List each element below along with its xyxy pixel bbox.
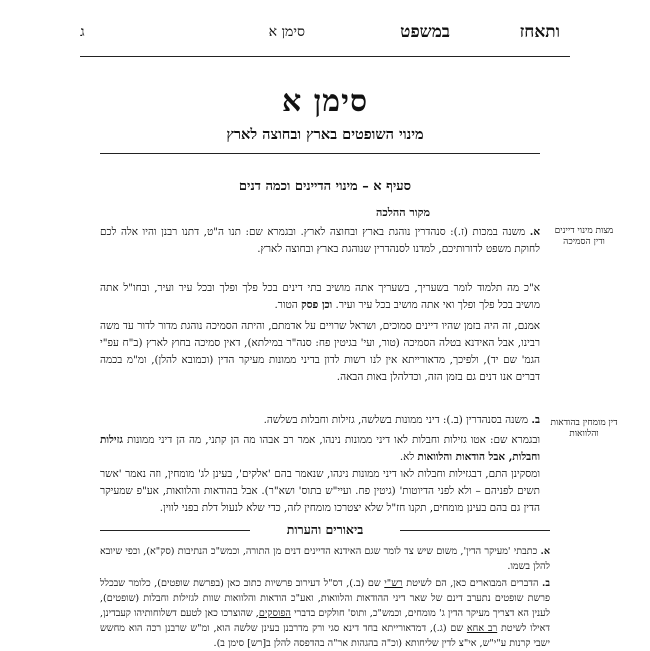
paragraph-5 (100, 432, 540, 466)
side-note-mumchin: דין מומחין בהודאות והלוואות (550, 418, 618, 439)
note-aleph (100, 544, 550, 574)
bold-text: גזילות וחבלות, אבל הודאות והלוואות (100, 434, 540, 463)
title-divider (100, 153, 540, 154)
paragraph-text: אמנם, זה היה בזמן שהיו דיינים סמוכים, ושראל שרויים על אדמתם, והיתה הסמיכה נוהגת מדור לדור עד משה רבינו, אבל האידנא בטלה הסמיכה (טור, ועי' בגיטין פח: סנה"ר במילתא), דאין סמיכה בחוץ לארץ (ב"ח עפ"י הגמ' שם יד), ולפיכך, מדאורייתא אין לנו רשות לדון בדיני ממונות מעיקר הדין (וכמובא להלן), ומ"מ בכמה דברים אנו דנים גם בזמן הזה, וכדלהלן באות הבאה. (100, 320, 540, 383)
siman-title: סימן א (281, 84, 369, 119)
note-text: הדברים המבוארים כאן, הם לשיטת (406, 578, 539, 589)
note-text: , שהוצרכו כאן לטעם דשלוחותיהו קעבדינן, דאילו לשיטת (100, 608, 550, 634)
seif-title: סעיף א – מינוי הדיינים וכמה דנים (238, 179, 412, 194)
note-bet (100, 576, 550, 651)
header-siman-label: סימן א (268, 24, 305, 40)
note-letter: א. (540, 546, 550, 557)
book-title: ותאחז (519, 22, 560, 42)
section-title: במשפט (400, 22, 450, 42)
running-header (80, 22, 560, 46)
source-heading: מקור ההלכה (376, 206, 430, 219)
underlined-text: רש"י (384, 578, 403, 589)
paragraph-text: משנה במכות (ז.): סנהדרין נוהגת בארץ ובחוצה לארץ. ובגמרא שם: תנו ה"ט, דתנו רבנן והיו אלה לכם לחוקת משפט לדורותיכם, למדנו לסנהדרין שנוהגת בארץ ובחוצה לארץ. (100, 226, 540, 255)
paragraph-text: ובגמרא שם: אטו גזילות וחבלות לאו דיני ממונות נינהו, אמר רב אבהו מה הן קתני, מה הן דיני ממונות (127, 434, 540, 446)
paragraph-3 (100, 318, 540, 386)
underlined-text: רב אחא (466, 623, 498, 634)
paragraph-letter: ב. (531, 414, 540, 426)
biurim-heading: ביאורים והערות (286, 522, 364, 537)
paragraph-6 (100, 466, 540, 517)
underlined-text: הפוסקים (258, 608, 291, 619)
paragraph-text: א"כ מה תלמוד לומר בשעריך, בשעריך אתה מושיב בתי דינים בכל פלך ופלך ובכל עיר ועיר, ובחו"ל אתה מושיב בכל פלך ופלך ואי אתה מושיב בכל עיר ועיר. (100, 282, 540, 311)
siman-subtitle: מינוי השופטים בארץ ובחוצה לארץ (226, 126, 424, 143)
paragraph-bet (100, 412, 540, 429)
note-letter: ב. (542, 578, 551, 589)
paragraph-aleph (100, 224, 540, 258)
side-note-minui: מצות מינוי דיינים ודין הסמיכה (554, 226, 614, 247)
bold-text: וכן פסק (301, 299, 333, 311)
paragraph-2 (100, 280, 540, 314)
paragraph-text: משנה בסנהדרין (ב.): דיני ממונות בשלשה, גזילות וחבלות בשלשה. (263, 414, 529, 426)
paragraph-text: הטור. (274, 299, 298, 311)
note-text: שם (ג.), דמדאורייתא בחד דינא סגי ורק מדרבנן בעינן שלשה הוא, ומ"ש שרבנן רכה הוא מחשש ישבי קרנות ע"י"ש, אי"צ לדין שליחותא (וכ"ה בהגהות אר"ה בהדפסה להלן ב[רש] סימן ב). (100, 623, 550, 649)
paragraph-letter: א. (529, 226, 540, 238)
paragraph-text: לא. (399, 451, 415, 463)
note-text: כתבתי 'מעיקר הדין', משום שיש צד לומר שגם האידנא הדיינים דנים מן התורה, וכמש"כ הנתיבות (סק"א), וכפי שיובא להלן בשמו. (100, 546, 550, 572)
note-text: שם (ב.), דס"ל דעירוב פרשיות כתוב כאן (בפרשת שופטים), כלומר שבכלל פרשת שופטים נתערב דינם של שאר דיני ההודאות והלוואות, ואע"כ הודאות והלוואות שוות לגזילות וחבלות (שופטים), לענין הא דצריך מעיקר הדין ג' מומחים, וכמש"כ, ותוס' חולקים בדברי (100, 578, 550, 619)
header-divider (80, 56, 570, 57)
paragraph-text: ומסקינן התם, דבגזילות וחבלות לאו דיני ממונות ניגהו, שנאמר בהם 'אלקים', בעינן לג' מומחין, וזה נאמר 'אשר תשים לפניהם – ולא לפני הדיוטות' (גיטין פח. ועיי"ש בתוס' ושא"ר). אבל בהודאות והלוואות, אע"פ שמעיקר הדין גם בהם בעינן מומחים, תקנו חז"ל שלא יצטרכו מומחין לזה, כדי שלא לנעול דלת בפני לווין. (100, 468, 540, 514)
page-number: ג (80, 24, 85, 40)
